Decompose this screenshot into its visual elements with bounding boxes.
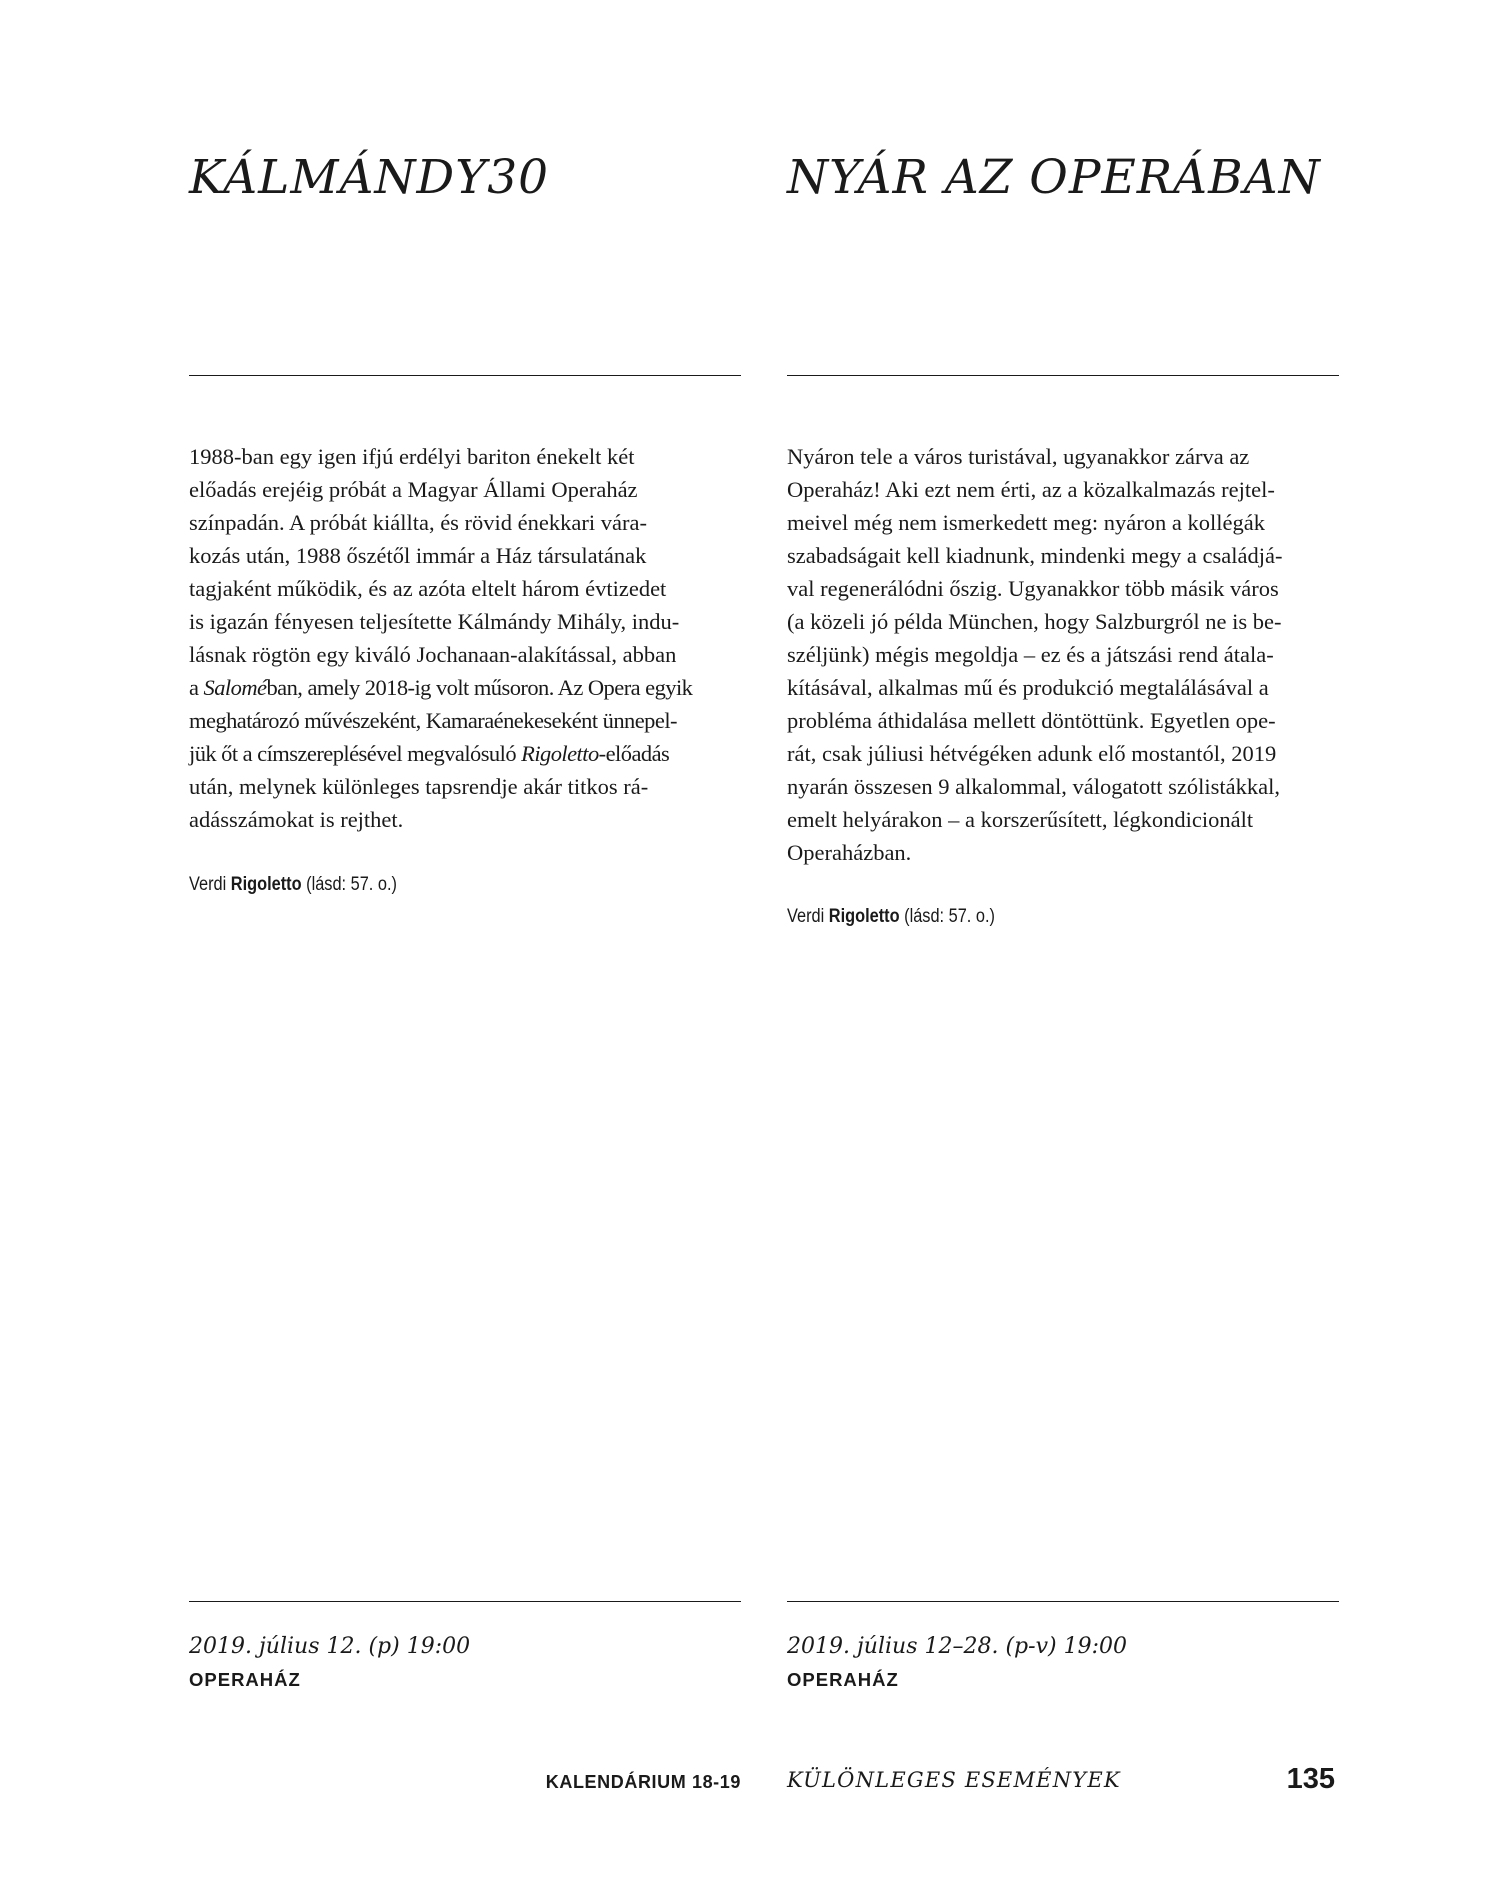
right-body-line-11: nyarán összesen 9 alkalommal, válogatott szólistákkal, xyxy=(787,774,1280,799)
left-ref-suffix: (lásd: 57. o.) xyxy=(301,874,397,895)
right-body-line-8: kításával, alkalmas mű és produkció megtalálásával a xyxy=(787,675,1269,700)
right-body-line-5: val regenerálódni őszig. Ugyanakkor több másik város xyxy=(787,576,1279,601)
right-bottom-divider xyxy=(787,1601,1339,1602)
left-body-line-2: előadás erejéig próbát a Magyar Állami Operaház xyxy=(189,477,638,502)
left-body-line-3: színpadán. A próbát kiállta, és rövid énekkari vára- xyxy=(189,510,647,535)
line10-suffix: -előadás xyxy=(598,741,670,766)
left-body-line-4: kozás után, 1988 őszétől immár a Ház társulatának xyxy=(189,543,647,568)
right-event-venue: OPERAHÁZ xyxy=(787,1669,899,1690)
line10-prefix: jük őt a címszereplésével megvalósuló xyxy=(189,741,522,766)
left-production-reference xyxy=(189,874,397,896)
left-top-divider xyxy=(189,375,741,376)
left-body-line-8 xyxy=(189,671,741,704)
right-ref-work: Rigoletto xyxy=(828,906,900,927)
right-ref-prefix: Verdi xyxy=(787,906,829,927)
left-body-line-10 xyxy=(189,737,741,770)
right-body-line-13: Operaházban. xyxy=(787,840,912,865)
left-body-line-6: is igazán fényesen teljesítette Kálmándy Mihály, indu- xyxy=(189,609,680,634)
right-ref-suffix: (lásd: 57. o.) xyxy=(899,906,995,927)
right-body-line-12: emelt helyárakon – a korszerűsített, légkondicionált xyxy=(787,807,1254,832)
right-body-line-2: Operaház! Aki ezt nem érti, az a közalkalmazás rejtel- xyxy=(787,477,1275,502)
page-number: 135 xyxy=(1286,1763,1335,1795)
right-body-line-9: probléma áthidalása mellett döntöttünk. Egyetlen ope- xyxy=(787,708,1276,733)
right-body-line-7: széljünk) mégis megoldja – ez és a játszási rend átala- xyxy=(787,642,1274,667)
right-article-title: NYÁR AZ OPERÁBAN xyxy=(787,150,1321,205)
line8-prefix: a xyxy=(189,675,204,700)
left-ref-work: Rigoletto xyxy=(230,874,302,895)
left-ref-prefix: Verdi xyxy=(189,874,231,895)
right-article-body xyxy=(787,440,1339,869)
left-body-line-12: adásszámokat is rejthet. xyxy=(189,807,404,832)
right-body-line-10: rát, csak júliusi hétvégéken adunk elő mostantól, 2019 xyxy=(787,741,1277,766)
right-body-line-4: szabadságait kell kiadnunk, mindenki megy a családjá- xyxy=(787,543,1283,568)
left-event-venue: OPERAHÁZ xyxy=(189,1669,301,1690)
left-bottom-divider xyxy=(189,1601,741,1602)
salome-title-italic: Salomé xyxy=(203,675,267,700)
left-body-line-1: 1988-ban egy igen ifjú erdélyi bariton énekelt két xyxy=(189,444,635,469)
right-top-divider xyxy=(787,375,1339,376)
right-event-date: 2019. július 12–28. (p-v) 19:00 xyxy=(787,1634,1127,1659)
footer-publication-name: KALENDÁRIUM 18-19 xyxy=(545,1772,741,1792)
line8-suffix: ban, amely 2018-ig volt műsoron. Az Opera egyik xyxy=(266,675,693,700)
footer-section-name: KÜLÖNLEGES ESEMÉNYEK xyxy=(787,1768,1121,1792)
right-production-reference xyxy=(787,906,995,928)
right-body-line-1: Nyáron tele a város turistával, ugyanakkor zárva az xyxy=(787,444,1250,469)
left-body-line-5: tagjaként működik, és az azóta eltelt három évtizedet xyxy=(189,576,667,601)
right-body-line-3: meivel még nem ismerkedett meg: nyáron a kollégák xyxy=(787,510,1265,535)
left-body-line-7: lásnak rögtön egy kiváló Jochanaan-alakítással, abban xyxy=(189,642,677,667)
left-body-line-11: után, melynek különleges tapsrendje akár titkos rá- xyxy=(189,774,649,799)
left-body-line-9: meghatározó művészeként, Kamaraénekeseként ünnepel- xyxy=(189,708,677,733)
left-article-body xyxy=(189,440,741,836)
rigoletto-title-italic: Rigoletto xyxy=(521,741,599,766)
left-event-date: 2019. július 12. (p) 19:00 xyxy=(189,1634,471,1659)
right-body-line-6: (a közeli jó példa München, hogy Salzburgról ne is be- xyxy=(787,609,1282,634)
left-article-title: KÁLMÁNDY30 xyxy=(189,150,550,205)
